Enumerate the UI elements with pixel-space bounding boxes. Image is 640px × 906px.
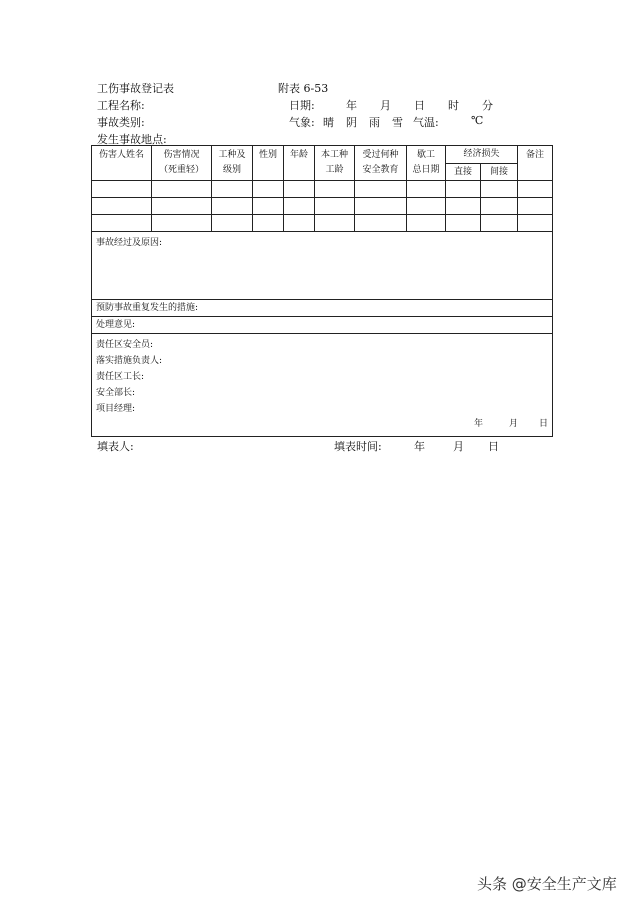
- cell-loss-indirect[interactable]: [481, 181, 518, 198]
- date-hour: 时: [448, 99, 459, 112]
- cause-label: 事故经过及原因:: [96, 238, 163, 248]
- table-row: [92, 181, 553, 198]
- cell-loss-direct[interactable]: [446, 181, 481, 198]
- weather-sunny: 晴: [323, 116, 334, 129]
- header-name: 伤害人姓名: [92, 146, 152, 181]
- cell-name[interactable]: [92, 181, 152, 198]
- cell-loss-direct[interactable]: [446, 198, 481, 215]
- header-row: [92, 146, 553, 164]
- cell-loss-direct[interactable]: [446, 215, 481, 232]
- cell-job[interactable]: [212, 181, 253, 198]
- location-label: 发生事故地点:: [97, 133, 167, 146]
- project-name-label: 工程名称:: [97, 99, 145, 112]
- cell-job[interactable]: [212, 198, 253, 215]
- temperature-unit: ℃: [471, 114, 484, 127]
- cell-days-off[interactable]: [407, 181, 446, 198]
- table-row: [92, 198, 553, 215]
- sign-date: [96, 417, 548, 433]
- fill-time-label: 填表时间:: [334, 440, 382, 453]
- header-education-line1: 受过何种: [362, 150, 399, 160]
- cell-age[interactable]: [284, 181, 315, 198]
- header-seniority: [315, 146, 355, 181]
- header-gender: 性别: [253, 146, 284, 181]
- date-label: 日期:: [289, 99, 315, 112]
- header-seniority-line1: 本工种: [320, 150, 348, 160]
- accident-register-table: [91, 145, 553, 437]
- cell-education[interactable]: [355, 181, 407, 198]
- header-days-off-line2: 总日期: [412, 165, 440, 175]
- header-loss-indirect: 间接: [481, 164, 518, 181]
- header-injury-line2: （死重轻）: [158, 165, 204, 175]
- safety-officer-label: 责任区安全员:: [96, 340, 154, 350]
- header-days-off-line1: 歇工: [416, 150, 435, 160]
- cell-education[interactable]: [355, 215, 407, 232]
- prevention-field[interactable]: [92, 300, 553, 317]
- sign-day: 日: [539, 419, 549, 429]
- cell-name[interactable]: [92, 215, 152, 232]
- weather-snow: 雪: [392, 116, 403, 129]
- cell-name[interactable]: [92, 198, 152, 215]
- sign-year: 年: [474, 419, 484, 429]
- foreman-label: 责任区工长:: [96, 372, 145, 382]
- cell-loss-indirect[interactable]: [481, 215, 518, 232]
- header-education-line2: 安全教育: [362, 165, 399, 175]
- cell-injury[interactable]: [152, 181, 212, 198]
- fill-year: 年: [414, 440, 425, 453]
- header-injury-line1: 伤害情况: [163, 150, 200, 160]
- cause-field[interactable]: [92, 232, 553, 300]
- prevention-label: 预防事故重复发生的措施:: [96, 303, 199, 313]
- cell-gender[interactable]: [253, 198, 284, 215]
- header-remarks: 备注: [518, 146, 553, 181]
- cell-remarks[interactable]: [518, 198, 553, 215]
- measures-responsible-label: 落实措施负责人:: [96, 356, 163, 366]
- project-manager-label: 项目经理:: [96, 404, 136, 414]
- header-loss-direct: 直接: [446, 164, 481, 181]
- weather-rain: 雨: [369, 116, 380, 129]
- date-row: [289, 97, 509, 111]
- cell-age[interactable]: [284, 215, 315, 232]
- cell-injury[interactable]: [152, 198, 212, 215]
- handling-field[interactable]: [92, 317, 553, 334]
- prevention-section: [92, 300, 553, 317]
- temperature-label: 气温:: [413, 116, 439, 129]
- handling-section: [92, 317, 553, 334]
- fill-time-row: [334, 438, 504, 452]
- date-year: 年: [346, 99, 357, 112]
- header-seniority-line2: 工龄: [325, 165, 344, 175]
- date-minute: 分: [482, 99, 493, 112]
- cause-section: [92, 232, 553, 300]
- fill-month: 月: [453, 440, 464, 453]
- weather-cloudy: 阴: [346, 116, 357, 129]
- cell-job[interactable]: [212, 215, 253, 232]
- safety-minister-label: 安全部长:: [96, 388, 136, 398]
- header-education: [355, 146, 407, 181]
- cell-gender[interactable]: [253, 181, 284, 198]
- cell-days-off[interactable]: [407, 198, 446, 215]
- sign-month: 月: [509, 419, 519, 429]
- date-month: 月: [380, 99, 391, 112]
- header-job: [212, 146, 253, 181]
- header-days-off: [407, 146, 446, 181]
- table-row: [92, 215, 553, 232]
- handling-label: 处理意见:: [96, 320, 136, 330]
- cell-age[interactable]: [284, 198, 315, 215]
- cell-education[interactable]: [355, 198, 407, 215]
- accident-category-label: 事故类别:: [97, 116, 145, 129]
- cell-seniority[interactable]: [315, 181, 355, 198]
- header-injury: [152, 146, 212, 181]
- header-economic-loss: 经济损失: [446, 146, 518, 164]
- fill-day: 日: [488, 440, 499, 453]
- date-day: 日: [414, 99, 425, 112]
- filler-label: 填表人:: [97, 440, 134, 453]
- header-age: 年龄: [284, 146, 315, 181]
- cell-seniority[interactable]: [315, 198, 355, 215]
- cell-remarks[interactable]: [518, 181, 553, 198]
- cell-days-off[interactable]: [407, 215, 446, 232]
- watermark: 头条 @安全生产文库: [477, 875, 617, 893]
- signature-field[interactable]: [92, 334, 553, 437]
- cell-gender[interactable]: [253, 215, 284, 232]
- cell-remarks[interactable]: [518, 215, 553, 232]
- cell-loss-indirect[interactable]: [481, 198, 518, 215]
- cell-seniority[interactable]: [315, 215, 355, 232]
- form-title: 工伤事故登记表: [97, 82, 174, 95]
- cell-injury[interactable]: [152, 215, 212, 232]
- signature-section: [92, 334, 553, 437]
- weather-row: [289, 114, 499, 128]
- weather-label: 气象:: [289, 116, 315, 129]
- header-job-line1: 工种及: [218, 150, 246, 160]
- appendix-number: 附表 6-53: [278, 82, 329, 95]
- header-job-line2: 级别: [222, 165, 241, 175]
